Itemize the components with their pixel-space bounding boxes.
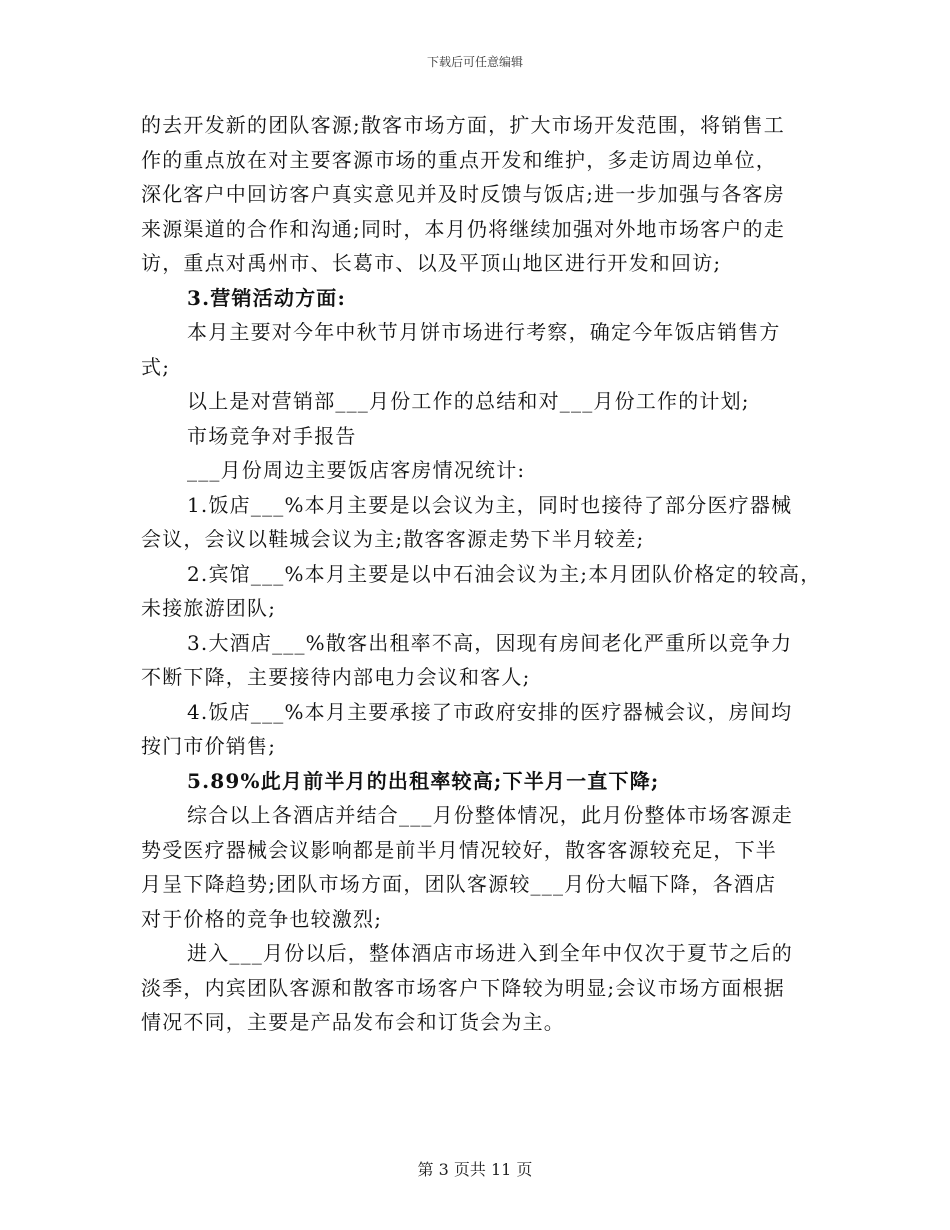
section-heading-line: 5.89%此月前半月的出租率较高;下半月一直下降; xyxy=(187,768,660,793)
body-text-line: 2.宾馆___%本月主要是以中石油会议为主;本月团队价格定的较高， xyxy=(187,561,822,586)
body-text-line: 按门市价销售; xyxy=(141,734,277,758)
body-text-line: 访，重点对禹州市、长葛市、以及平顶山地区进行开发和回访; xyxy=(141,251,722,275)
body-text-line: 市场竞争对手报告 xyxy=(187,423,357,448)
document-body xyxy=(141,108,821,1040)
body-text-line: 作的重点放在对主要客源市场的重点开发和维护，多走访周边单位， xyxy=(141,147,777,172)
body-text-line: 1.饭店___%本月主要是以会议为主，同时也接待了部分医疗器械 xyxy=(187,492,793,517)
body-text-line: 深化客户中回访客户真实意见并及时反馈与饭店;进一步加强与各客房 xyxy=(141,182,785,206)
body-text-line: 来源渠道的合作和沟通;同时，本月仍将继续加强对外地市场客户的走 xyxy=(141,216,785,241)
body-text-line: 未接旅游团队; xyxy=(141,596,277,620)
body-text-line: 综合以上各酒店并结合___月份整体情况，此月份整体市场客源走 xyxy=(187,803,793,827)
page-header: 下载后可任意编辑 xyxy=(426,55,523,69)
body-text-line: ___月份周边主要饭店客房情况统计: xyxy=(187,458,526,482)
body-text-line: 3.大酒店___%散客出租率不高，因现有房间老化严重所以竞争力 xyxy=(187,630,793,655)
body-text-line: 情况不同，主要是产品发布会和订货会为主。 xyxy=(141,1010,565,1034)
body-text-line: 不断下降，主要接待内部电力会议和客人; xyxy=(141,665,531,689)
body-text-line: 淡季，内宾团队客源和散客市场客户下降较为明显;会议市场方面根据 xyxy=(141,975,785,1000)
section-heading-line: 3.营销活动方面: xyxy=(187,285,347,310)
body-text-line: 以上是对营销部___月份工作的总结和对___月份工作的计划; xyxy=(187,389,750,413)
body-text-line: 月呈下降趋势;团队市场方面，团队客源较___月份大幅下降，各酒店 xyxy=(141,872,777,896)
body-text-line: 会议，会议以鞋城会议为主;散客客源走势下半月较差; xyxy=(141,527,645,551)
body-text-line: 进入___月份以后，整体酒店市场进入到全年中仅次于夏节之后的 xyxy=(187,941,793,965)
body-text-line: 势受医疗器械会议影响都是前半月情况较好，散客客源较充足，下半 xyxy=(141,837,777,862)
body-text-line: 4.饭店___%本月主要承接了市政府安排的医疗器械会议，房间均 xyxy=(187,699,793,724)
body-text-line: 的去开发新的团队客源;散客市场方面，扩大市场开发范围，将销售工 xyxy=(141,113,785,137)
body-text-line: 式; xyxy=(141,354,171,379)
page-footer: 第 3 页共 11 页 xyxy=(417,1160,533,1179)
body-text-line: 对于价格的竞争也较激烈; xyxy=(141,906,383,931)
body-text-line: 本月主要对今年中秋节月饼市场进行考察，确定今年饭店销售方 xyxy=(187,320,781,344)
